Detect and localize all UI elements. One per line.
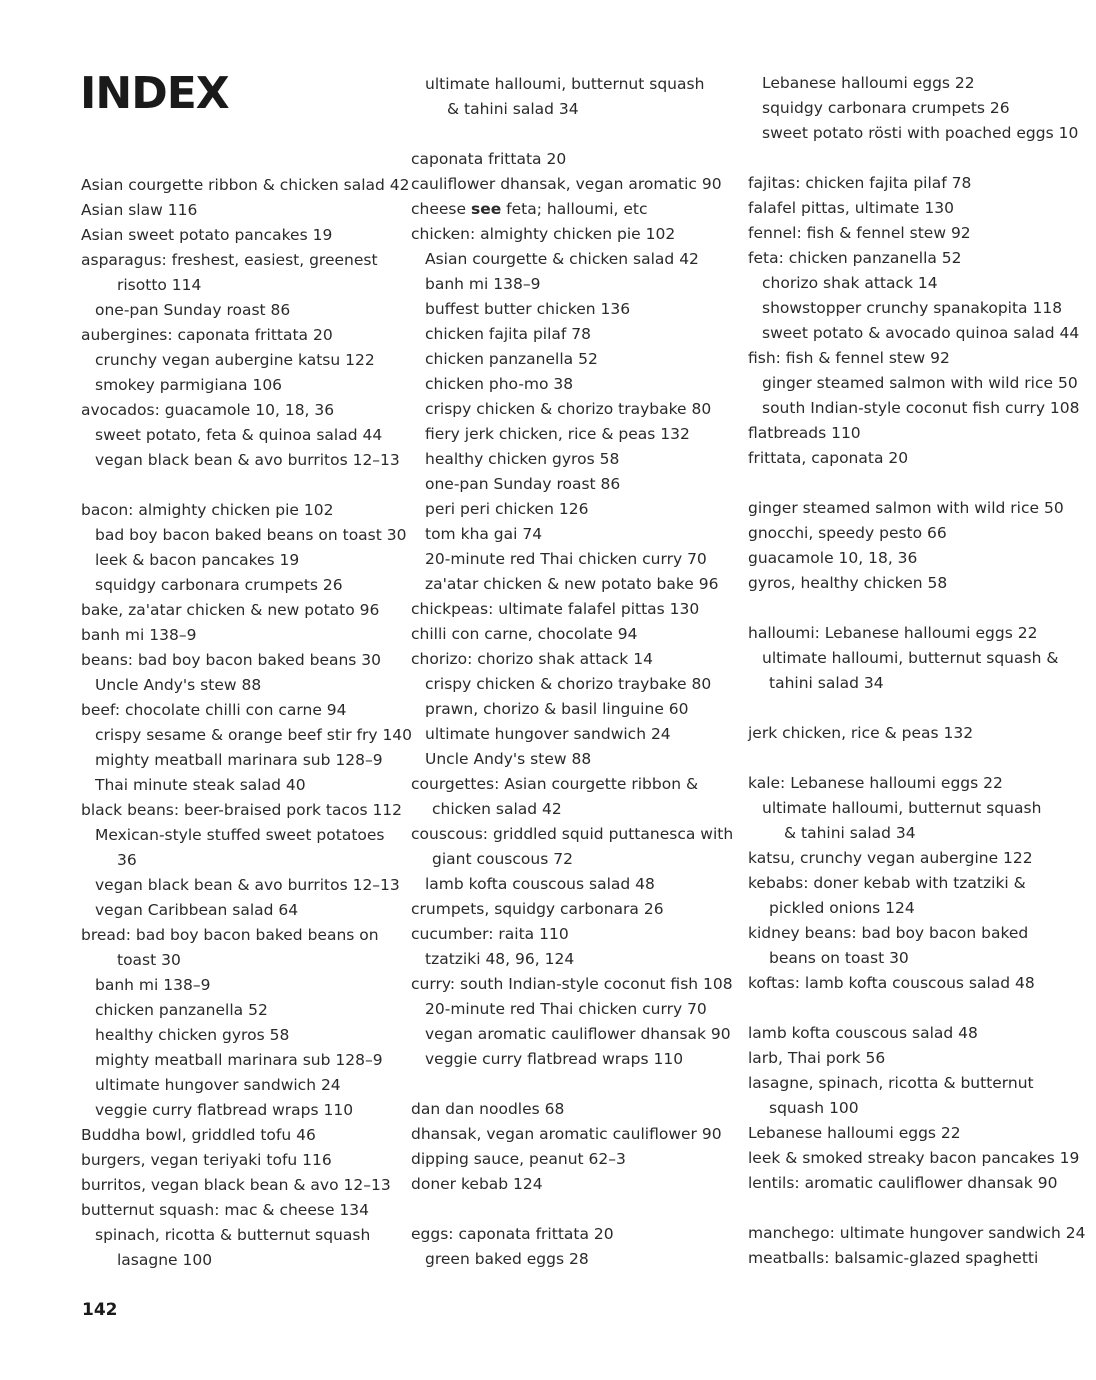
- index-entry: dan dan noodles 68: [411, 1100, 565, 1118]
- index-subentry: ultimate halloumi, butternut squash &: [762, 649, 1059, 667]
- index-entry: flatbreads 110: [748, 424, 861, 442]
- index-entry: dhansak, vegan aromatic cauliflower 90: [411, 1125, 722, 1143]
- index-subentry: one-pan Sunday roast 86: [425, 475, 621, 493]
- index-entry: Asian slaw 116: [81, 201, 198, 219]
- index-subentry: 36: [117, 851, 137, 869]
- index-subentry: Uncle Andy's stew 88: [425, 750, 592, 768]
- index-subentry: healthy chicken gyros 58: [95, 1026, 290, 1044]
- index-entry: frittata, caponata 20: [748, 449, 909, 467]
- index-subentry: sweet potato rösti with poached eggs 10: [762, 124, 1079, 142]
- index-subentry: & tahini salad 34: [784, 824, 916, 842]
- index-subentry: lamb kofta couscous salad 48: [425, 875, 655, 893]
- index-subentry: chicken fajita pilaf 78: [425, 325, 592, 343]
- index-entry: jerk chicken, rice & peas 132: [748, 724, 974, 742]
- index-subentry: Mexican-style stuffed sweet potatoes: [95, 826, 385, 844]
- index-subentry: south Indian-style coconut fish curry 108: [762, 399, 1080, 417]
- index-subentry: & tahini salad 34: [447, 100, 579, 118]
- index-entry: beef: chocolate chilli con carne 94: [81, 701, 347, 719]
- index-subentry: healthy chicken gyros 58: [425, 450, 620, 468]
- index-entry: beans: bad boy bacon baked beans 30: [81, 651, 382, 669]
- index-subentry: crispy sesame & orange beef stir fry 140: [95, 726, 413, 744]
- spacer: [748, 146, 1078, 171]
- index-subentry: crunchy vegan aubergine katsu 122: [95, 351, 375, 369]
- index-subentry: bad boy bacon baked beans on toast 30: [95, 526, 407, 544]
- index-entry: courgettes: Asian courgette ribbon &: [411, 775, 699, 793]
- index-entry: aubergines: caponata frittata 20: [81, 326, 333, 344]
- index-entry: falafel pittas, ultimate 130: [748, 199, 954, 217]
- index-column-3: [748, 71, 1086, 1271]
- index-subentry: prawn, chorizo & basil linguine 60: [425, 700, 689, 718]
- index-entry: caponata frittata 20: [411, 150, 567, 168]
- index-subentry: Lebanese halloumi eggs 22: [762, 74, 975, 92]
- index-subentry: peri peri chicken 126: [425, 500, 589, 518]
- index-subentry: veggie curry flatbread wraps 110: [95, 1101, 354, 1119]
- index-subentry: chicken panzanella 52: [425, 350, 598, 368]
- index-entry: lasagne, spinach, ricotta & butternut: [748, 1074, 1034, 1092]
- index-subentry: vegan Caribbean salad 64: [95, 901, 299, 919]
- index-entry: fennel: fish & fennel stew 92: [748, 224, 971, 242]
- index-entry: cheese see feta; halloumi, etc: [411, 200, 648, 218]
- index-subentry: ginger steamed salmon with wild rice 50: [762, 374, 1078, 392]
- index-subentry: ultimate halloumi, butternut squash: [762, 799, 1042, 817]
- index-subentry: one-pan Sunday roast 86: [95, 301, 291, 319]
- index-entry: lamb kofta couscous salad 48: [748, 1024, 978, 1042]
- index-entry: cauliflower dhansak, vegan aromatic 90: [411, 175, 722, 193]
- index-subentry: squidgy carbonara crumpets 26: [95, 576, 343, 594]
- index-subentry: tzatziki 48, 96, 124: [425, 950, 575, 968]
- index-subentry: ultimate halloumi, butternut squash: [425, 75, 705, 93]
- index-subentry: ultimate hungover sandwich 24: [425, 725, 671, 743]
- index-subentry: sweet potato & avocado quinoa salad 44: [762, 324, 1080, 342]
- index-subentry: tom kha gai 74: [425, 525, 543, 543]
- index-subentry: banh mi 138–9: [95, 976, 211, 994]
- index-entry: crumpets, squidgy carbonara 26: [411, 900, 664, 918]
- index-entry: curry: south Indian-style coconut fish 108: [411, 975, 733, 993]
- index-entry: fajitas: chicken fajita pilaf 78: [748, 174, 972, 192]
- index-subentry: leek & bacon pancakes 19: [95, 551, 300, 569]
- index-subentry: lasagne 100: [117, 1251, 213, 1269]
- index-entry: ginger steamed salmon with wild rice 50: [748, 499, 1064, 517]
- index-entry: kidney beans: bad boy bacon baked: [748, 924, 1029, 942]
- index-subentry: chicken panzanella 52: [95, 1001, 268, 1019]
- index-subentry: toast 30: [117, 951, 181, 969]
- spacer: [748, 596, 1078, 621]
- index-subentry: green baked eggs 28: [425, 1250, 589, 1268]
- index-subentry: sweet potato, feta & quinoa salad 44: [95, 426, 383, 444]
- spacer: [748, 696, 1078, 721]
- index-entry: chorizo: chorizo shak attack 14: [411, 650, 653, 668]
- index-entry: bread: bad boy bacon baked beans on: [81, 926, 379, 944]
- index-entry: kale: Lebanese halloumi eggs 22: [748, 774, 1003, 792]
- index-entry: larb, Thai pork 56: [748, 1049, 886, 1067]
- index-subentry: vegan black bean & avo burritos 12–13: [95, 451, 400, 469]
- spacer: [411, 1072, 741, 1097]
- index-subentry: risotto 114: [117, 276, 202, 294]
- index-entry: dipping sauce, peanut 62–3: [411, 1150, 626, 1168]
- index-subentry: banh mi 138–9: [425, 275, 541, 293]
- index-entry: lentils: aromatic cauliflower dhansak 90: [748, 1174, 1058, 1192]
- index-subentry: pickled onions 124: [769, 899, 915, 917]
- index-column-1: [81, 173, 413, 1273]
- index-subentry: squash 100: [769, 1099, 859, 1117]
- index-subentry: spinach, ricotta & butternut squash: [95, 1226, 371, 1244]
- spacer: [411, 122, 741, 147]
- index-subentry: 20-minute red Thai chicken curry 70: [425, 550, 707, 568]
- index-subentry: mighty meatball marinara sub 128–9: [95, 751, 383, 769]
- index-entry: meatballs: balsamic-glazed spaghetti: [748, 1249, 1039, 1267]
- index-subentry: chicken salad 42: [432, 800, 562, 818]
- index-subentry: ultimate hungover sandwich 24: [95, 1076, 341, 1094]
- index-entry: manchego: ultimate hungover sandwich 24: [748, 1224, 1086, 1242]
- index-subentry: fiery jerk chicken, rice & peas 132: [425, 425, 690, 443]
- index-entry: bake, za'atar chicken & new potato 96: [81, 601, 380, 619]
- index-subentry: crispy chicken & chorizo traybake 80: [425, 675, 712, 693]
- index-entry: bacon: almighty chicken pie 102: [81, 501, 334, 519]
- index-subentry: 20-minute red Thai chicken curry 70: [425, 1000, 707, 1018]
- cross-reference-keyword: see: [470, 200, 502, 218]
- spacer: [748, 1196, 1078, 1221]
- spacer: [81, 473, 403, 498]
- index-entry: halloumi: Lebanese halloumi eggs 22: [748, 624, 1038, 642]
- index-entry: cucumber: raita 110: [411, 925, 569, 943]
- index-subentry: Thai minute steak salad 40: [95, 776, 306, 794]
- index-subentry: squidgy carbonara crumpets 26: [762, 99, 1010, 117]
- index-entry: fish: fish & fennel stew 92: [748, 349, 950, 367]
- index-entry: kebabs: doner kebab with tzatziki &: [748, 874, 1026, 892]
- index-entry: Asian sweet potato pancakes 19: [81, 226, 333, 244]
- index-entry: burgers, vegan teriyaki tofu 116: [81, 1151, 332, 1169]
- index-entry: black beans: beer-braised pork tacos 112: [81, 801, 403, 819]
- index-subentry: crispy chicken & chorizo traybake 80: [425, 400, 712, 418]
- page-number: 142: [82, 1300, 118, 1320]
- index-entry: Buddha bowl, griddled tofu 46: [81, 1126, 316, 1144]
- page-title: INDEX: [80, 68, 229, 119]
- index-entry: gyros, healthy chicken 58: [748, 574, 948, 592]
- index-subentry: tahini salad 34: [769, 674, 884, 692]
- index-entry: chickpeas: ultimate falafel pittas 130: [411, 600, 700, 618]
- index-entry: leek & smoked streaky bacon pancakes 19: [748, 1149, 1080, 1167]
- index-entry: chilli con carne, chocolate 94: [411, 625, 638, 643]
- index-subentry: mighty meatball marinara sub 128–9: [95, 1051, 383, 1069]
- index-entry: gnocchi, speedy pesto 66: [748, 524, 947, 542]
- spacer: [411, 1197, 741, 1222]
- index-entry: Asian courgette ribbon & chicken salad 42: [81, 176, 410, 194]
- spacer: [748, 996, 1078, 1021]
- index-entry: chicken: almighty chicken pie 102: [411, 225, 676, 243]
- spacer: [748, 746, 1078, 771]
- index-entry: koftas: lamb kofta couscous salad 48: [748, 974, 1035, 992]
- spacer: [748, 471, 1078, 496]
- index-entry: burritos, vegan black bean & avo 12–13: [81, 1176, 391, 1194]
- index-subentry: giant couscous 72: [432, 850, 573, 868]
- index-entry: eggs: caponata frittata 20: [411, 1225, 614, 1243]
- index-entry: Lebanese halloumi eggs 22: [748, 1124, 961, 1142]
- index-subentry: showstopper crunchy spanakopita 118: [762, 299, 1063, 317]
- index-entry: doner kebab 124: [411, 1175, 543, 1193]
- index-column-2: [411, 72, 741, 1272]
- index-subentry: buffest butter chicken 136: [425, 300, 631, 318]
- index-entry: banh mi 138–9: [81, 626, 197, 644]
- index-entry: feta: chicken panzanella 52: [748, 249, 962, 267]
- index-subentry: beans on toast 30: [769, 949, 909, 967]
- index-subentry: chorizo shak attack 14: [762, 274, 938, 292]
- index-subentry: Asian courgette & chicken salad 42: [425, 250, 699, 268]
- index-entry: avocados: guacamole 10, 18, 36: [81, 401, 335, 419]
- index-subentry: chicken pho-mo 38: [425, 375, 574, 393]
- index-entry: couscous: griddled squid puttanesca with: [411, 825, 734, 843]
- index-entry: butternut squash: mac & cheese 134: [81, 1201, 369, 1219]
- index-subentry: za'atar chicken & new potato bake 96: [425, 575, 719, 593]
- index-subentry: vegan aromatic cauliflower dhansak 90: [425, 1025, 731, 1043]
- index-subentry: vegan black bean & avo burritos 12–13: [95, 876, 400, 894]
- index-entry: asparagus: freshest, easiest, greenest: [81, 251, 378, 269]
- index-subentry: smokey parmigiana 106: [95, 376, 283, 394]
- index-subentry: Uncle Andy's stew 88: [95, 676, 262, 694]
- index-entry: guacamole 10, 18, 36: [748, 549, 918, 567]
- index-subentry: veggie curry flatbread wraps 110: [425, 1050, 684, 1068]
- index-entry: katsu, crunchy vegan aubergine 122: [748, 849, 1033, 867]
